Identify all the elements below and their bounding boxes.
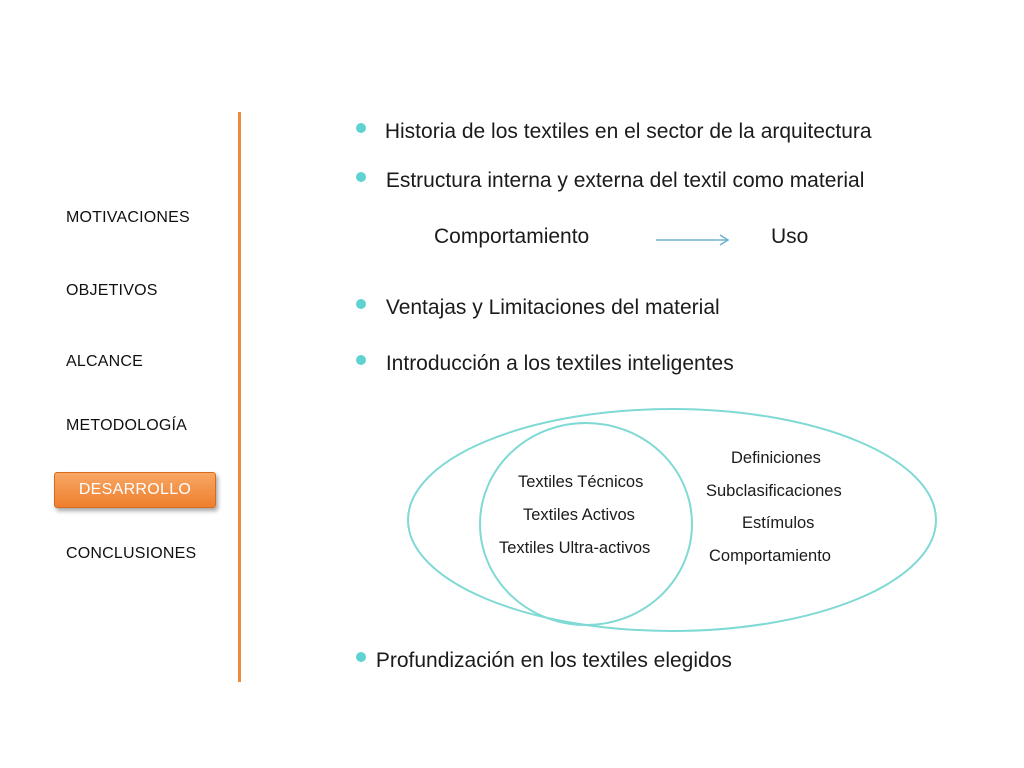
outer-label: Subclasificaciones [706, 482, 842, 500]
bullet-text: Introducción a los textiles inteligentes [385, 352, 734, 375]
bullet-dot-icon [356, 172, 366, 182]
inner-label: Textiles Activos [523, 506, 635, 524]
nav-alcance[interactable]: ALCANCE [66, 353, 143, 370]
bullet-dot-icon [356, 299, 366, 309]
bullet-dot-icon [356, 123, 366, 133]
outer-label: Definiciones [731, 449, 821, 467]
bullet-text: Ventajas y Limitaciones del material [385, 296, 720, 319]
flow-from: Comportamiento [434, 225, 590, 248]
nav-metodologia[interactable]: METODOLOGÍA [66, 417, 188, 434]
bullet-text: Profundización en los textiles elegidos [375, 649, 732, 672]
outer-label: Comportamiento [709, 547, 831, 565]
flow-to: Uso [771, 225, 809, 248]
inner-label: Textiles Ultra-activos [499, 539, 651, 557]
nav-desarrollo-active[interactable]: DESARROLLO [54, 472, 216, 508]
bullet-item [356, 296, 720, 320]
bullet-dot-icon [356, 652, 366, 662]
outer-ellipse [408, 409, 936, 631]
bullet-item [356, 169, 864, 193]
nav-objetivos[interactable]: OBJETIVOS [66, 282, 158, 299]
textiles-diagram [400, 400, 945, 640]
inner-label: Textiles Técnicos [518, 473, 644, 491]
nav-motivaciones[interactable]: MOTIVACIONES [66, 209, 190, 226]
arrow-right-icon [655, 233, 733, 247]
sidebar-divider [238, 112, 241, 682]
bullet-item [356, 120, 872, 144]
nav-conclusiones[interactable]: CONCLUSIONES [66, 545, 197, 562]
outer-label: Estímulos [742, 514, 815, 532]
bullet-item [356, 649, 732, 673]
bullet-dot-icon [356, 355, 366, 365]
bullet-text: Estructura interna y externa del textil como material [385, 169, 865, 192]
bullet-item [356, 352, 734, 376]
bullet-text: Historia de los textiles en el sector de la arquitectura [384, 120, 872, 143]
